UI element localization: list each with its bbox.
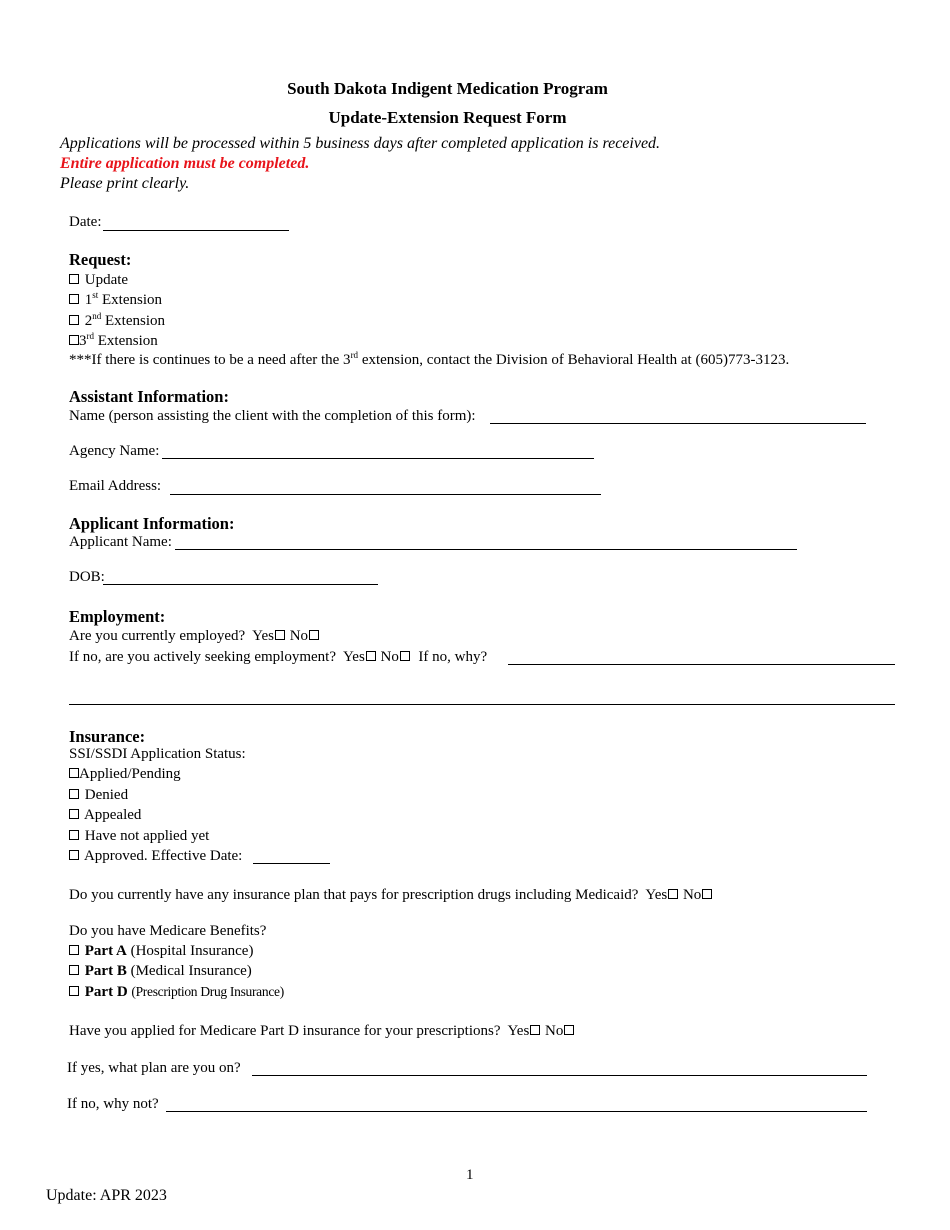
ssi-approved-checkbox[interactable] <box>69 850 79 860</box>
ssi-not-applied-checkbox[interactable] <box>69 830 79 840</box>
seeking-no-checkbox[interactable] <box>400 651 410 661</box>
ext2-label: Extension <box>105 313 165 329</box>
request-update-option[interactable] <box>69 272 128 289</box>
ssi-applied-label: Applied/Pending <box>79 766 181 782</box>
drug-plan-yes-checkbox[interactable] <box>668 889 678 899</box>
applicant-name-field[interactable] <box>175 549 797 550</box>
ext2-number: 2 <box>84 313 93 329</box>
part-d-label: Part D <box>84 984 128 1000</box>
employed-yes-label: Yes <box>252 628 274 644</box>
drug-plan-question-text: Do you currently have any insurance plan that pays for prescription drugs including Medicaid? <box>69 887 639 903</box>
email-label: Email Address: <box>69 478 162 494</box>
part-d-yes-checkbox[interactable] <box>530 1025 540 1035</box>
part-d-no-checkbox[interactable] <box>564 1025 574 1035</box>
date-field[interactable] <box>103 230 289 231</box>
part-a-label: Part A <box>84 943 127 959</box>
seeking-yes-checkbox[interactable] <box>366 651 376 661</box>
part-d-question <box>69 1023 575 1040</box>
part-a-checkbox[interactable] <box>69 945 79 955</box>
employed-no-checkbox[interactable] <box>309 630 319 640</box>
extension-note-prefix: ***If there is continues to be a need after the 3 <box>69 352 351 368</box>
ext1-sup: st <box>92 290 99 300</box>
plan-name-label: If yes, what plan are you on? <box>67 1060 241 1076</box>
assistant-heading: Assistant Information: <box>69 387 229 406</box>
dob-field[interactable] <box>103 584 378 585</box>
ext2-sup: nd <box>92 311 102 321</box>
extension-note-suffix: extension, contact the Division of Behavioral Health at (605)773-3123. <box>358 352 790 368</box>
part-d-no-label: No <box>545 1023 564 1039</box>
drug-plan-no-checkbox[interactable] <box>702 889 712 899</box>
part-a-desc: (Hospital Insurance) <box>130 943 254 959</box>
medicare-part-d-option[interactable] <box>69 984 284 1001</box>
processing-notice: Applications will be processed within 5 business days after completed application is received. <box>60 135 661 152</box>
effective-date-field[interactable] <box>253 863 330 864</box>
form-title: Update-Extension Request Form <box>328 108 567 127</box>
drug-plan-yes-label: Yes <box>645 887 668 903</box>
seeking-why-field-line2[interactable] <box>69 704 895 705</box>
ssi-status-label: SSI/SSDI Application Status: <box>69 746 246 762</box>
extension-note <box>69 352 789 369</box>
medicare-question: Do you have Medicare Benefits? <box>69 923 267 939</box>
agency-name-label: Agency Name: <box>69 443 160 459</box>
request-ext3-option[interactable] <box>69 333 158 350</box>
ext1-label: Extension <box>102 292 163 308</box>
dob-label: DOB: <box>69 569 105 585</box>
ext3-number: 3 <box>79 333 87 349</box>
part-b-label: Part B <box>84 963 127 979</box>
ext3-sup: rd <box>86 331 94 341</box>
agency-name-field[interactable] <box>162 458 594 459</box>
medicare-part-b-option[interactable] <box>69 963 252 980</box>
request-ext1-option[interactable] <box>69 292 162 309</box>
ssi-denied-label: Denied <box>84 787 129 803</box>
part-d-desc: (Prescription Drug Insurance) <box>131 984 284 999</box>
ssi-appealed-checkbox[interactable] <box>69 809 79 819</box>
update-label: Update <box>84 272 129 288</box>
applicant-heading: Applicant Information: <box>69 514 235 533</box>
ext3-label: Extension <box>97 333 158 349</box>
date-label: Date: <box>69 214 102 230</box>
part-d-question-text: Have you applied for Medicare Part D insurance for your prescriptions? <box>69 1023 501 1039</box>
seeking-question <box>69 649 487 666</box>
print-notice: Please print clearly. <box>60 175 190 192</box>
assistant-name-field[interactable] <box>490 423 866 424</box>
employed-question <box>69 628 320 645</box>
ssi-denied-checkbox[interactable] <box>69 789 79 799</box>
seeking-why-label: If no, why? <box>418 649 488 665</box>
employed-question-text: Are you currently employed? <box>69 628 246 644</box>
seeking-yes-label: Yes <box>342 649 365 665</box>
ext1-checkbox[interactable] <box>69 294 79 304</box>
ssi-approved-label: Approved. Effective Date: <box>83 848 243 864</box>
why-not-field[interactable] <box>166 1111 867 1112</box>
employed-no-label: No <box>289 628 309 644</box>
form-program-title: South Dakota Indigent Medication Program <box>287 79 608 98</box>
why-not-label: If no, why not? <box>67 1096 159 1112</box>
seeking-question-text: If no, are you actively seeking employment? <box>69 649 336 665</box>
ssi-appealed-option[interactable] <box>69 807 141 824</box>
request-heading: Request: <box>69 250 132 269</box>
email-field[interactable] <box>170 494 601 495</box>
drug-plan-no-label: No <box>682 887 702 903</box>
drug-plan-question <box>69 887 713 904</box>
employed-yes-checkbox[interactable] <box>275 630 285 640</box>
ssi-denied-option[interactable] <box>69 787 128 804</box>
seeking-no-label: No <box>380 649 399 665</box>
medicare-part-a-option[interactable] <box>69 943 253 960</box>
employment-heading: Employment: <box>69 607 166 626</box>
plan-name-field[interactable] <box>252 1075 867 1076</box>
part-d-checkbox[interactable] <box>69 986 79 996</box>
completion-notice: Entire application must be completed. <box>60 155 310 172</box>
update-checkbox[interactable] <box>69 274 79 284</box>
part-b-desc: (Medical Insurance) <box>130 963 252 979</box>
update-date: Update: APR 2023 <box>46 1187 167 1204</box>
ext1-number: 1 <box>84 292 93 308</box>
ssi-applied-option[interactable] <box>69 766 181 783</box>
ssi-applied-checkbox[interactable] <box>69 768 79 778</box>
ssi-approved-option[interactable] <box>69 848 242 865</box>
request-ext2-option[interactable] <box>69 313 165 330</box>
applicant-name-label: Applicant Name: <box>69 534 172 550</box>
page-number: 1 <box>466 1167 474 1183</box>
part-b-checkbox[interactable] <box>69 965 79 975</box>
extension-note-sup: rd <box>350 350 359 360</box>
ext3-checkbox[interactable] <box>69 335 79 345</box>
ssi-appealed-label: Appealed <box>83 807 142 823</box>
seeking-why-field[interactable] <box>508 664 895 665</box>
ssi-not-applied-option[interactable] <box>69 828 209 845</box>
ext2-checkbox[interactable] <box>69 315 79 325</box>
part-d-yes-label: Yes <box>507 1023 530 1039</box>
insurance-heading: Insurance: <box>69 727 146 746</box>
ssi-not-applied-label: Have not applied yet <box>84 828 210 844</box>
assistant-name-label: Name (person assisting the client with the completion of this form): <box>69 408 476 424</box>
